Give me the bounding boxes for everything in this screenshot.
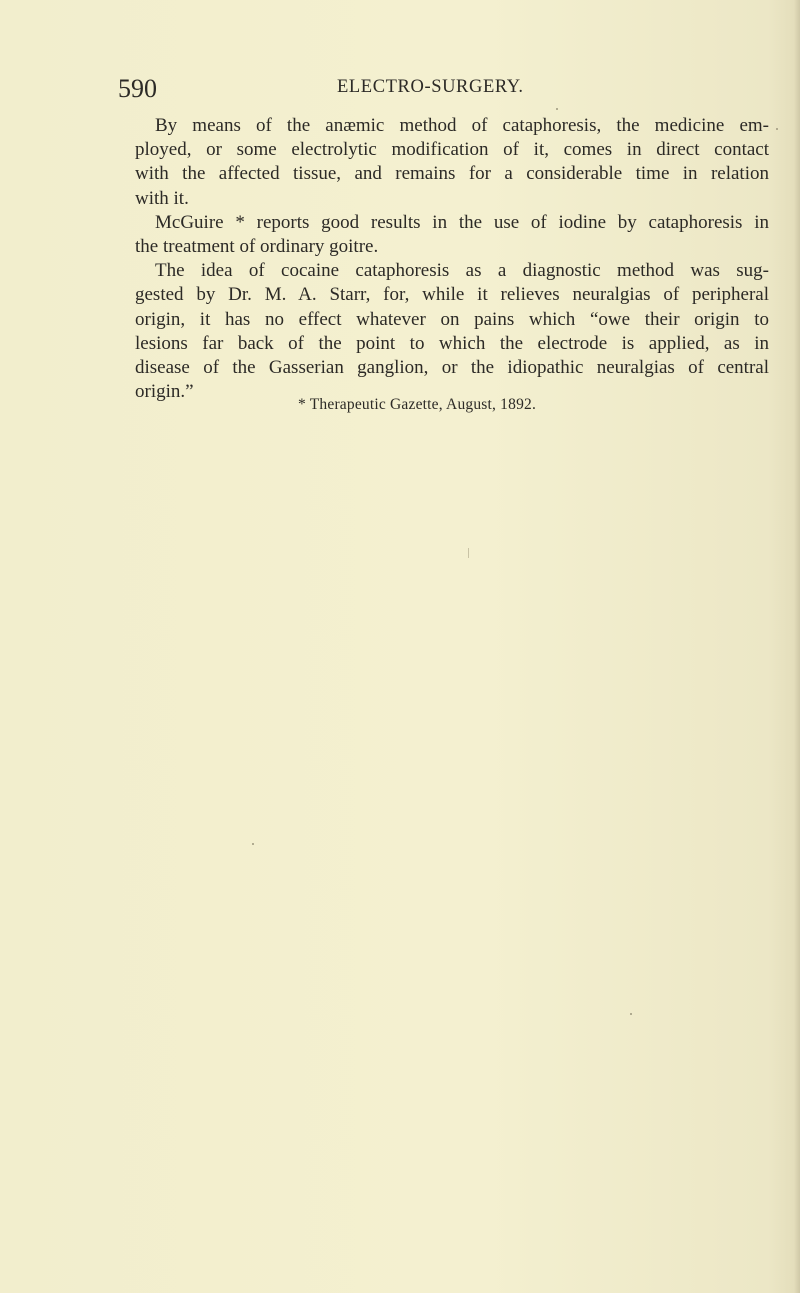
- paragraph-2-line-1: McGuire * reports good results in the use of iodine by cataphoresis in: [155, 211, 769, 233]
- paragraph-1-line-3: with the affected tissue, and remains for a considerable time in relation: [135, 163, 769, 185]
- running-title: ELECTRO-SURGERY.: [337, 77, 524, 97]
- paper-speck: [776, 128, 778, 130]
- page-number: 590: [118, 74, 157, 103]
- paragraph-3-line-2: gested by Dr. M. A. Starr, for, while it relieves neuralgias of peripheral: [135, 284, 769, 306]
- paper-speck: [630, 1013, 632, 1015]
- paragraph-3-line-5: disease of the Gasserian ganglion, or the idiopathic neuralgias of central: [135, 356, 769, 378]
- paragraph-1-line-4: with it.: [135, 187, 189, 209]
- paper-speck: [468, 548, 469, 558]
- footnote: * Therapeutic Gazette, August, 1892.: [298, 396, 537, 413]
- paragraph-3-line-3: origin, it has no effect whatever on pains which “owe their origin to: [135, 308, 769, 330]
- paragraph-2-line-2: the treatment of ordinary goitre.: [135, 235, 379, 257]
- paragraph-1-line-1: By means of the anæmic method of cataphoresis, the medicine em-: [155, 115, 769, 136]
- paragraph-3-line-4: lesions far back of the point to which the electrode is applied, as in: [135, 332, 769, 354]
- paper-speck: [556, 108, 558, 110]
- paper-speck: [252, 843, 254, 845]
- body-text: [135, 114, 769, 404]
- paragraph-3-line-6: origin.”: [135, 381, 194, 403]
- page-edge-shadow: [794, 0, 800, 1293]
- paragraph-3-line-1: The idea of cocaine cataphoresis as a diagnostic method was sug-: [155, 260, 769, 282]
- paragraph-1-line-2: ployed, or some electrolytic modification of it, comes in direct contact: [135, 139, 769, 161]
